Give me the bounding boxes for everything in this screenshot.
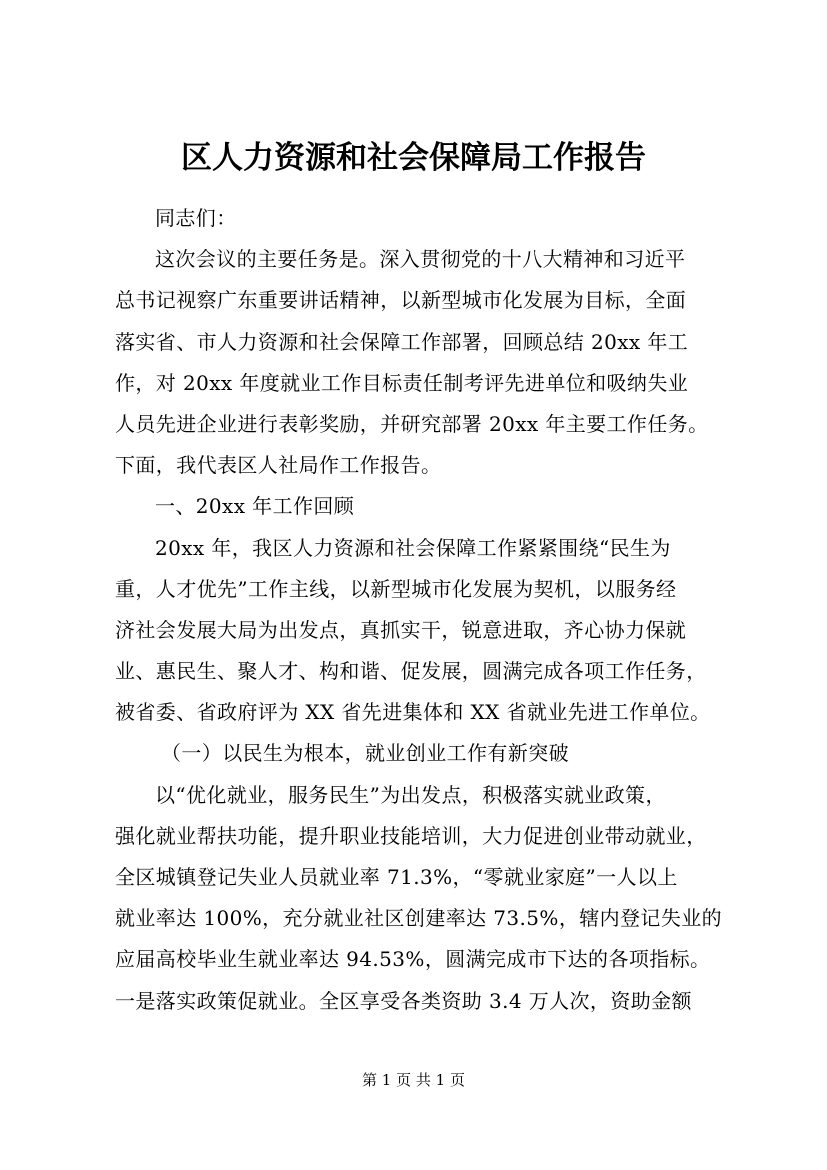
paragraph-line: 总书记视察广东重要讲话精神，以新型城市化发展为目标，全面 — [115, 288, 687, 313]
salutation-line: 同志们： — [155, 206, 237, 230]
paragraph-line: 重，人才优先”工作主线，以新型城市化发展为契机，以服务经 — [115, 576, 677, 601]
paragraph-line: 以“优化就业，服务民生”为出发点，积极落实就业政策， — [155, 782, 666, 807]
paragraph-line: 济社会发展大局为出发点，真抓实干，锐意进取，齐心协力保就 — [115, 617, 687, 642]
paragraph-line: 作，对 20xx 年度就业工作目标责任制考评先进单位和吸纳失业 — [115, 370, 689, 395]
paragraph-line: 这次会议的主要任务是。深入贯彻党的十八大精神和习近平 — [155, 247, 686, 272]
paragraph-line: 下面，我代表区人社局作工作报告。 — [115, 453, 442, 478]
paragraph-line: 一是落实政策促就业。全区享受各类资助 3.4 万人次，资助金额 — [115, 988, 692, 1013]
paragraph-line: 人员先进企业进行表彰奖励，并研究部署 20xx 年主要工作任务。 — [115, 411, 709, 436]
paragraph-line: 强化就业帮扶功能，提升职业技能培训，大力促进创业带动就业， — [115, 823, 707, 848]
paragraph-line: 应届高校毕业生就业率达 94.53%，圆满完成市下达的各项指标。 — [115, 947, 711, 972]
document-title: 区人力资源和社会保障局工作报告 — [181, 140, 646, 176]
section-heading: 一、20xx 年工作回顾 — [155, 494, 355, 519]
paragraph-line: 业、惠民生、聚人才、构和谐、促发展，圆满完成各项工作任务， — [115, 659, 707, 684]
page-footer: 第 1 页 共 1 页 — [362, 1071, 465, 1089]
paragraph-line: 全区城镇登记失业人员就业率 71.3%，“零就业家庭”一人以上 — [115, 865, 678, 889]
paragraph-line: 就业率达 100%，充分就业社区创建率达 73.5%，辖内登记失业的 — [115, 906, 723, 931]
paragraph-line: 20xx 年，我区人力资源和社会保障工作紧紧围绕“民生为 — [155, 535, 671, 560]
paragraph-line: 被省委、省政府评为 XX 省先进集体和 XX 省就业先进工作单位。 — [115, 700, 711, 725]
paragraph-line: 落实省、市人力资源和社会保障工作部署，回顾总结 20xx 年工 — [115, 329, 689, 354]
document-body — [115, 198, 735, 1022]
subsection-heading: （一）以民生为根本，就业创业工作有新突破 — [161, 741, 569, 766]
